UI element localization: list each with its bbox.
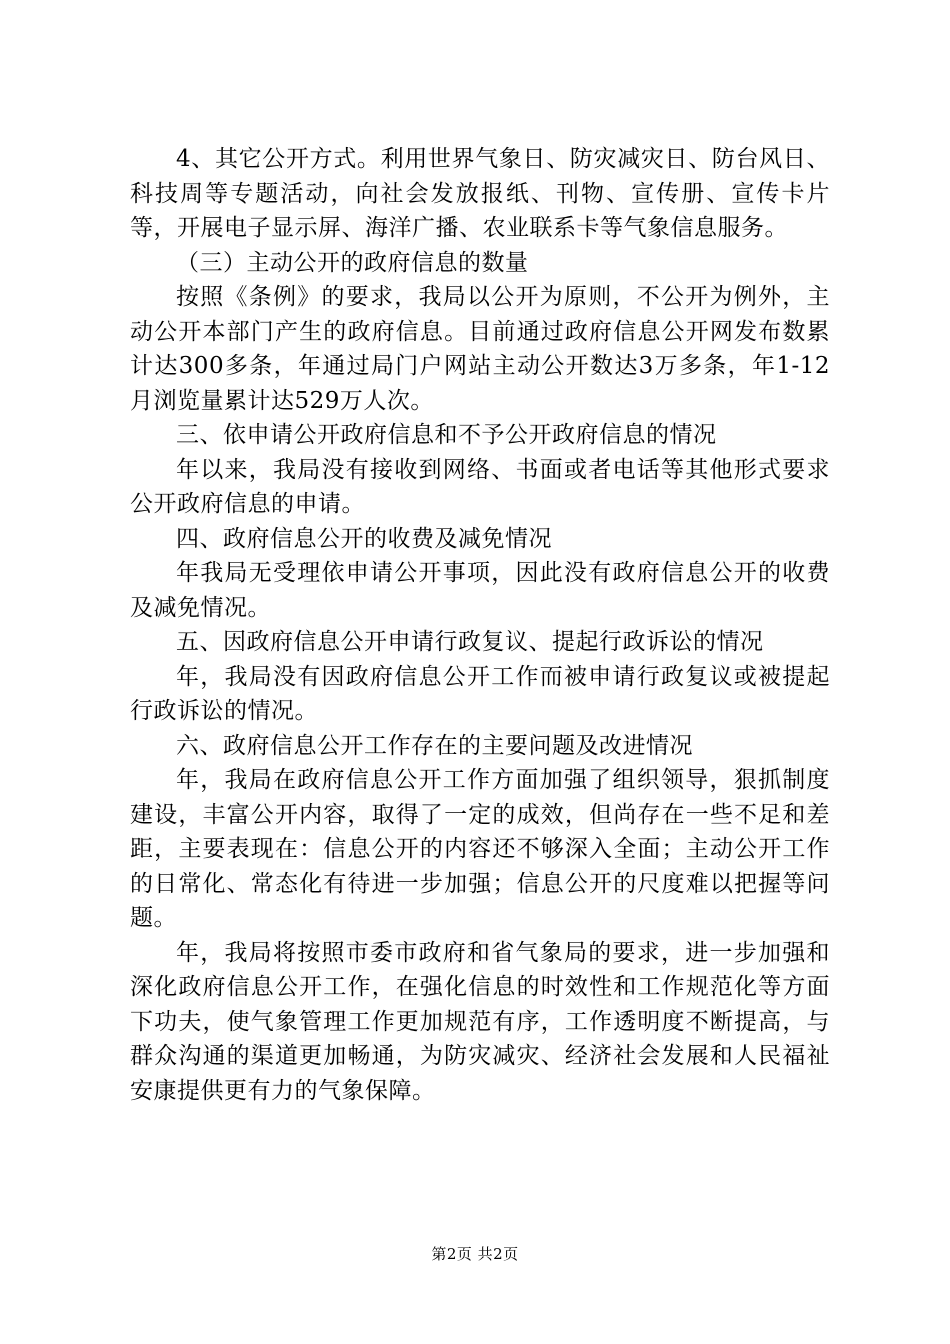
paragraph-improvements: 年，我局将按照市委市政府和省气象局的要求，进一步加强和深化政府信息公开工作，在强化信息的时效性和工作规范化等方面下功夫，使气象管理工作更加规范有序，工作透明度不断提高，与群众沟通的渠道更加畅通，为防灾减灾、经济社会发展和人民福祉安康提供更有力的气象保障。 [130,939,830,1104]
paragraph-application-disclosure: 年以来，我局没有接收到网络、书面或者电话等其他形式要求公开政府信息的申请。 [130,456,830,517]
paragraph-problems: 年，我局在政府信息公开工作方面加强了组织领导，狠抓制度建设，丰富公开内容，取得了一定的成效，但尚存在一些不足和差距，主要表现在：信息公开的内容还不够深入全面；主动公开工作的日常化、常态化有待进一步加强；信息公开的尺度难以把握等问题。 [130,767,830,931]
document-body [130,142,830,1108]
heading-application-disclosure: 三、依申请公开政府信息和不予公开政府信息的情况 [176,422,717,448]
heading-fees-reductions: 四、政府信息公开的收费及减免情况 [176,525,552,552]
paragraph-review-litigation: 年，我局没有因政府信息公开工作而被申请行政复议或被提起行政诉讼的情况。 [130,663,830,724]
heading-proactive-disclosure-count: （三）主动公开的政府信息的数量 [176,249,529,276]
heading-review-litigation: 五、因政府信息公开申请行政复议、提起行政诉讼的情况 [176,629,764,655]
heading-problems-improvements: 六、政府信息公开工作存在的主要问题及改进情况 [176,732,693,759]
paragraph-proactive-disclosure: 按照《条例》的要求，我局以公开为原则，不公开为例外，主动公开本部门产生的政府信息。目前通过政府信息公开网发布数累计达300多条，年通过局门户网站主动公开数达3万多条，年1-12月浏览量累计达529万人次。 [130,284,830,414]
paragraph-other-methods: 4、其它公开方式。利用世界气象日、防灾减灾日、防台风日、科技周等专题活动，向社会发放报纸、刊物、宣传册、宣传卡片等，开展电子显示屏、海洋广播、农业联系卡等气象信息服务。 [130,146,830,241]
paragraph-fees-reductions: 年我局无受理依申请公开事项，因此没有政府信息公开的收费及减免情况。 [130,560,830,621]
page-number-footer: 第2页 共2页 [431,1245,519,1263]
